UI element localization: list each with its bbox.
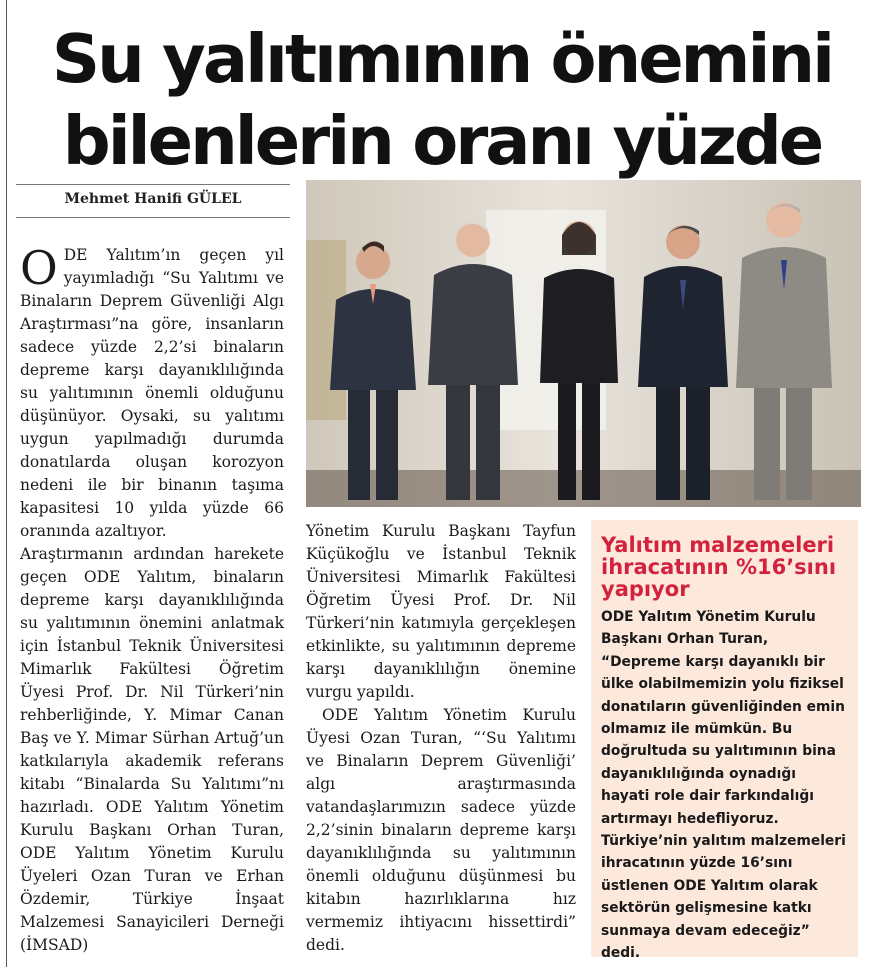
byline-bottom-rule [16,217,290,218]
drop-cap: O [20,241,58,295]
column-rule [6,0,7,967]
byline: Mehmet Hanifi GÜLEL [64,191,242,207]
article-column-2 [306,520,576,957]
article-column-1 [20,241,284,957]
article-paragraph-2: Araştırmanın ardından harekete geçen ODE Yalıtım, binaların depreme karşı dayanıklılığında su yalıtımının önemini anlatmak için İstanbul Teknik Üniversitesi Mimarlık Fakültesi Öğretim Üyesi Prof. Dr. Nil Türkeri’nin rehberliğinde, Y. Mimar Canan Baş ve Y. Mimar Sürhan Artuğ’un katkılarıyla akademik referans kitabı “Binalarda Su Yalıtımı”nı hazırladı. ODE Yalıtım Yönetim Kurulu Başkanı Orhan Turan, ODE Yalıtım Yönetim Kurulu Üyeleri Ozan Turan ve Erhan Özdemir, Türkiye İnşaat Malzemesi Sanayicileri Derneği (İMSAD) [20,545,284,954]
byline-top-rule [16,184,290,185]
sidebar-box [591,520,858,962]
article-paragraph-1 [20,241,284,543]
article-paragraph-4: ODE Yalıtım Yönetim Kurulu Üyesi Ozan Turan, “‘Su Yalıtımı ve Binaların Deprem Güvenliği’ algı araştırmasında vatandaşlarımızın sadece yüzde 2,2’sinin binaların depreme karşı dayanıklılığında su yalıtımının önemli olduğunu düşünmesi bu kitabın hazırlıklarına hız vermemiz ihtiyacını hissettirdi” dedi. [306,706,576,954]
sidebar-title: Yalıtım malzemeleri ihracatının %16’sını yapıyor [601,533,837,601]
sidebar-body: ODE Yalıtım Yönetim Kurulu Başkanı Orhan Turan, “Depreme karşı dayanıklı bir ülke olabilmemizin yolu fiziksel donatıların güvenliğinden emin olmamız ile mümkün. Bu doğrultuda su yalıtımının bina dayanıklılığında oynadığı hayati role dair farkındalığı artırmayı hedefliyoruz. Türkiye’nin yalıtım malzemeleri ihracatının yüzde 16’sını üstlenen ODE Yalıtım olarak sektörün gelişmesine katkı sunmaya devam edeceğiz” dedi. [601,609,846,962]
article-paragraph-3: Yönetim Kurulu Başkanı Tayfun Küçükoğlu ve İstanbul Teknik Üniversitesi Mimarlık Fakültesi Öğretim Üyesi Prof. Dr. Nil Türkeri’nin katımıyla gerçekleşen etkinlikte, su yalıtımının depreme karşı dayanıklılığın önemine vurgu yapıldı. [306,522,576,701]
paragraph-1-text: DE Yalıtım’ın geçen yıl yayımladığı “Su Yalıtımı ve Binaların Deprem Güvenliği Algı Araştırması”na göre, insanların sadece yüzde 2,2’si binaların depreme karşı dayanıklılığında su yalıtımının önemli olduğunu düşünüyor. Oysaki, su yalıtımı uygun yapılmadığı durumda donatılarda oluşan korozyon nedeni ile bir binanın taşıma kapasitesi 10 yılda yüzde 66 oranında azaltıyor. [20,246,284,540]
headline: Su yalıtımının önemini bilenlerin oranı yüzde [51,20,833,180]
group-photo [306,180,861,507]
